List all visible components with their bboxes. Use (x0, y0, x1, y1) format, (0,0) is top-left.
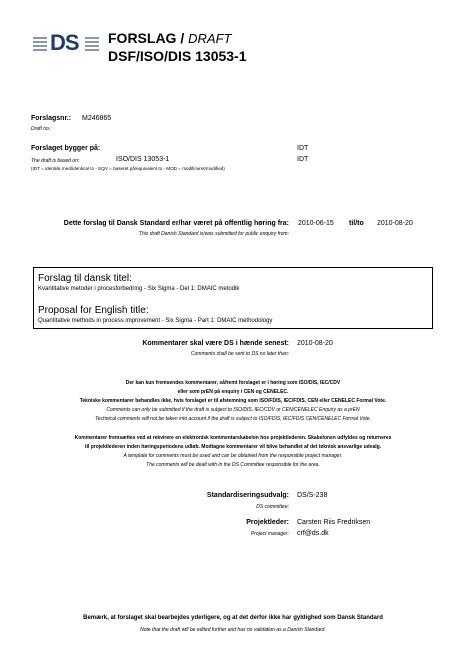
titles-box (33, 267, 433, 329)
english-title: Quantitative methods in process improvement - Six Sigma - Part 1: DMAIC methodology (38, 318, 273, 324)
para1-line1: Der kan kun fremsendes kommentarer, såfremt forslaget er i høring som ISO/DIS, IEC/CDV (125, 380, 341, 386)
document-number-title: DSF/ISO/DIS 13053-1 (108, 48, 247, 64)
based-on-value: ISO/DIS 13053-1 (116, 156, 170, 163)
draft-no-label: Forslagsnr.: (31, 115, 72, 122)
para1-line3: Tekniske kommentarer behandles ikke, hvis forslaget er til afstemning som ISO/FDIS, IEC/FDIS, CEN eller CENELEC Formal Vote. (79, 398, 387, 404)
project-manager-name: Carsten Riis Fredriksen (297, 519, 371, 526)
title-draft: DRAFT (188, 31, 232, 46)
enquiry-to-date: 2010-08-20 (377, 220, 413, 227)
para2-line1: Kommentarer fremsættes ved at rekvirere en elektronisk kommentarskabelon hos projektlederen. Skabelonen udfyldes og returneres (74, 435, 392, 441)
enquiry-to-label: til/to (349, 220, 364, 227)
committee-label: Standardiseringsudvalg: (206, 492, 289, 499)
para1-line5: Technical comments will not be taken into account if the draft is subject to ISO/FDIS, IEC/FDIS CEN/CENELEC Formal Vote. (95, 416, 371, 422)
footer-note-dk: Bemærk, at forslaget skal bearbejdes yderligere, og at det derfor ikke har gyldighed som Dansk Standard (83, 615, 383, 621)
committee-value: DS/S-238 (297, 492, 328, 499)
document-title-line1 (108, 30, 231, 46)
project-manager-email: crf@ds.dk (297, 530, 329, 537)
comments-deadline-label: Kommentarer skal være DS i hænde senest: (142, 340, 289, 347)
comments-deadline-label-en: Comments shall be sent to DS no later than: (190, 351, 289, 357)
project-manager-label-en: Project manager: (250, 531, 289, 537)
english-title-heading: Proposal for English title: (38, 305, 149, 316)
title-forslag: FORSLAG / (108, 30, 185, 46)
enquiry-from-date: 2010-06-15 (298, 220, 334, 227)
draft-no-value: M246865 (82, 115, 112, 122)
based-on-note: (IDT = identisk med/identical to - EQV = baseret på/equivalent to - MOD = modificeret/modified) (31, 166, 225, 171)
logo-text: DS (50, 30, 79, 55)
para2-line3: A template for comments must be used and can be obtained from the responsible project manager. (123, 453, 343, 459)
logo-stripes-right (85, 37, 99, 51)
based-on-idt-2: IDT (297, 156, 309, 163)
project-manager-label: Projektleder: (246, 519, 289, 526)
danish-title-heading: Forslag til dansk titel: (38, 273, 132, 284)
para1-line2: eller som prEN på enquiry i CEN og CENELEC. (177, 389, 289, 395)
enquiry-label: Dette forslag til Dansk Standard er/har været på offentlig høring fra: (63, 220, 289, 227)
based-on-label: Forslaget bygger på: (31, 145, 101, 152)
para2-line2: til projektlederen inden høringsperiodens udløb. Modtagne kommentarer vil blive behandlet af det teknisk ansvarlige udvalg. (84, 444, 382, 450)
comments-deadline-value: 2010-08-20 (297, 340, 333, 347)
footer-note-en: Note that the draft will be edited further and has no validation as a Danish Standard. (140, 627, 326, 633)
para1-line4: Comments can only be submitted if the draft is subject to ISO/DIS, IEC/CDV or CEN/CENELEC Enquiry as a prEN (106, 407, 360, 413)
committee-label-en: DS committee: (256, 504, 289, 510)
danish-title: Kvantitative metoder i procesforbedring - Six Sigma - Del 1: DMAIC metodik (38, 286, 240, 292)
based-on-label-en: The draft is based on: (31, 158, 80, 164)
based-on-idt-1: IDT (297, 145, 309, 152)
para2-line4: The comments will be dealt with in the DS Committee responsible for the area. (146, 462, 320, 468)
enquiry-label-en: This draft Danish Standard is/was submitted for public enquiry from: (138, 231, 289, 237)
draft-no-label-en: Draft no.: (31, 126, 52, 132)
logo-stripes-left (33, 37, 47, 51)
